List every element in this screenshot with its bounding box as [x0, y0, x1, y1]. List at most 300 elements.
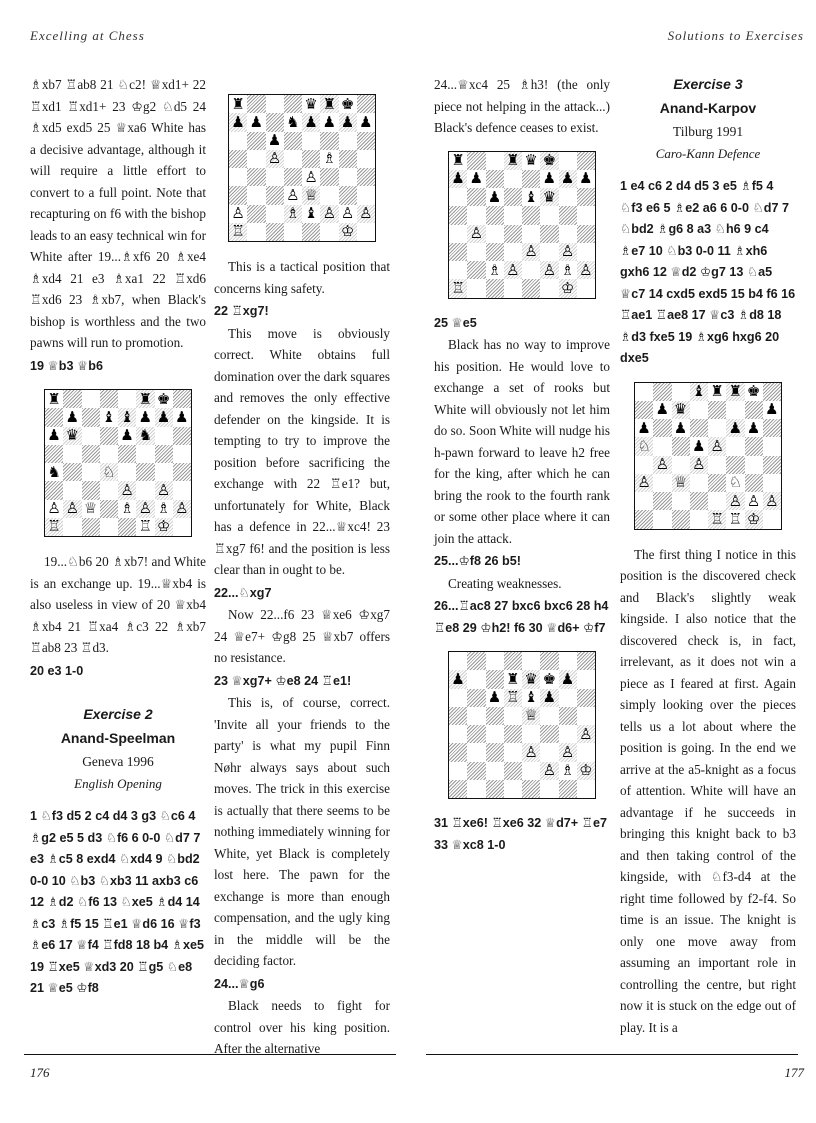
board-square	[763, 456, 781, 474]
board-square	[763, 419, 781, 437]
board-square	[653, 383, 671, 401]
board-square	[63, 390, 81, 408]
paragraph: This is a tactical position that concerns king safety.	[214, 259, 390, 296]
board-square	[763, 474, 781, 492]
board-square	[247, 223, 265, 241]
board-square	[467, 670, 485, 688]
paragraph: Creating weaknesses.	[448, 575, 562, 591]
board-square	[82, 518, 100, 536]
move-line: 20 e3 1-0	[30, 663, 84, 678]
white-knight-icon: ♘	[100, 463, 118, 481]
board-square	[320, 113, 338, 131]
board-square	[504, 780, 522, 798]
board-square	[486, 206, 504, 224]
black-pawn-icon: ♟	[267, 131, 282, 150]
black-pawn-icon: ♟	[120, 426, 134, 445]
board-square	[559, 652, 577, 670]
board-square	[45, 390, 63, 408]
board-square	[577, 243, 595, 261]
board-square	[690, 510, 708, 528]
page-number: 176	[30, 1065, 50, 1080]
board-square	[504, 188, 522, 206]
move-line: 25...♔f8 26 b5!	[434, 554, 521, 568]
white-knight-icon: ♘	[728, 473, 743, 492]
board-square	[672, 437, 690, 455]
board-square	[504, 243, 522, 261]
board-square	[302, 95, 320, 113]
board-square	[745, 437, 763, 455]
board-square	[118, 445, 136, 463]
board-square	[504, 206, 522, 224]
white-pawn-icon: ♙	[286, 185, 300, 204]
board-square	[45, 500, 63, 518]
board-square	[522, 243, 540, 261]
board-square	[118, 390, 136, 408]
board-square	[266, 223, 284, 241]
paragraph: 24...♕xc4 25 ♗h3! (the only piece not helping in the attack...) Black's defence ceases to exist.	[434, 77, 610, 135]
board-square	[745, 510, 763, 528]
board-square	[577, 762, 595, 780]
board-square	[726, 510, 744, 528]
board-square	[559, 689, 577, 707]
board-square	[467, 279, 485, 297]
board-square	[449, 188, 467, 206]
move-line: 22 ♖xg7!	[214, 304, 269, 318]
paragraph: This move is obviously correct. White obtains full domination over the dark squares and removes the only effective defender on the kingside. It is tempting to try to improve the position before sacrificing the exchange with 22 ♖e1? but, unfortunately for White, Black has a defence in 22...♕xc4! 23 ♖xg7 f6! and the position is less clear than in ought to be.	[214, 325, 390, 577]
black-pawn-icon: ♟	[487, 688, 502, 707]
board-square	[449, 707, 467, 725]
black-knight-icon: ♞	[136, 427, 154, 445]
black-pawn-icon: ♟	[655, 400, 670, 419]
board-square	[320, 95, 338, 113]
white-rook-icon: ♖	[449, 279, 467, 297]
black-rook-icon: ♜	[710, 382, 724, 401]
black-rook-icon: ♜	[136, 390, 154, 408]
board-square	[247, 132, 265, 150]
board-square	[690, 474, 708, 492]
board-square	[708, 437, 726, 455]
board-square	[173, 481, 191, 499]
exercise-event: Tilburg 1991	[672, 124, 744, 139]
board-square	[155, 463, 173, 481]
white-pawn-icon: ♙	[653, 456, 671, 474]
black-pawn-icon: ♟	[469, 169, 484, 188]
white-bishop-icon: ♗	[560, 761, 575, 780]
board-square	[559, 170, 577, 188]
black-knight-icon: ♞	[286, 112, 300, 131]
board-square	[522, 152, 540, 170]
black-knight-icon: ♞	[47, 462, 61, 481]
white-pawn-icon: ♙	[690, 456, 708, 474]
board-square	[155, 481, 173, 499]
white-knight-icon: ♘	[635, 437, 653, 455]
board-square	[155, 408, 173, 426]
white-pawn-icon: ♙	[522, 743, 540, 761]
game-moves: 1 e4 c6 2 d4 d5 3 e5 ♗f5 4 ♘f3 e6 5 ♗e2 a6 6 0-0 ♘d7 7 ♘bd2 ♗g6 8 a3 ♘h6 9 c4 ♗e7 10 ♘b3 0-0 11 ♗xh6 gxh6 12 ♕d2 ♔g7 13 ♘a5 ♕c7 14 cxd5 exd5 15 b4 f6 16 ♖ae1 ♖ae8 17 ♕c3 ♗d8 18 ♗d3 fxe5 19 ♗xg6 hxg6 20 dxe5	[620, 179, 796, 365]
board-square	[173, 463, 191, 481]
black-king-icon: ♚	[540, 152, 558, 170]
black-bishop-icon: ♝	[524, 688, 538, 707]
board-square	[339, 150, 357, 168]
white-king-icon: ♔	[339, 223, 357, 241]
white-rook-icon: ♖	[708, 510, 726, 528]
board-square	[559, 743, 577, 761]
black-pawn-icon: ♟	[559, 670, 577, 688]
black-rook-icon: ♜	[506, 669, 520, 688]
board-square	[504, 225, 522, 243]
white-king-icon: ♔	[577, 762, 595, 780]
board-square	[467, 170, 485, 188]
board-square	[635, 456, 653, 474]
board-square	[173, 390, 191, 408]
board-square	[708, 383, 726, 401]
board-square	[449, 225, 467, 243]
board-square	[522, 689, 540, 707]
board-square	[540, 243, 558, 261]
board-square	[577, 152, 595, 170]
board-square	[100, 481, 118, 499]
black-pawn-icon: ♟	[359, 112, 373, 131]
black-pawn-icon: ♟	[765, 400, 779, 419]
board-square	[504, 707, 522, 725]
board-square	[467, 652, 485, 670]
board-square	[504, 743, 522, 761]
board-square	[467, 725, 485, 743]
board-square	[136, 427, 154, 445]
white-pawn-icon: ♙	[357, 205, 375, 223]
board-square	[504, 261, 522, 279]
black-pawn-icon: ♟	[322, 112, 337, 131]
board-square	[357, 150, 375, 168]
board-square	[467, 762, 485, 780]
black-pawn-icon: ♟	[542, 169, 557, 188]
board-square	[690, 456, 708, 474]
board-square	[690, 492, 708, 510]
board-square	[357, 205, 375, 223]
paragraph: Black has no way to improve his position. He would love to exchange a set of rooks but White will obviously not let him do so. Soon White will nudge his h-pawn forward to leave h2 free for the king, after which he can bring the rook to the fourth rank or some other place where it can join the attack.	[434, 337, 610, 546]
board-square	[540, 725, 558, 743]
white-pawn-icon: ♙	[47, 499, 61, 518]
exercise-title: Exercise 3	[673, 76, 743, 92]
black-pawn-icon: ♟	[559, 170, 577, 188]
board-square	[763, 510, 781, 528]
black-king-icon: ♚	[156, 389, 171, 408]
white-pawn-icon: ♙	[559, 743, 577, 761]
black-pawn-icon: ♟	[540, 689, 558, 707]
board-square	[745, 383, 763, 401]
board-square	[559, 725, 577, 743]
white-rook-icon: ♖	[229, 223, 247, 241]
left-column-1	[30, 74, 206, 1000]
board-square	[726, 383, 744, 401]
footer-rule	[426, 1054, 798, 1055]
board-square	[522, 225, 540, 243]
board-square	[653, 437, 671, 455]
board-square	[745, 456, 763, 474]
board-square	[449, 206, 467, 224]
black-pawn-icon: ♟	[65, 407, 80, 426]
black-rook-icon: ♜	[320, 95, 338, 113]
white-pawn-icon: ♙	[173, 500, 191, 518]
board-square	[708, 456, 726, 474]
black-pawn-icon: ♟	[175, 407, 189, 426]
board-square	[449, 689, 467, 707]
white-bishop-icon: ♗	[487, 260, 502, 279]
board-square	[266, 205, 284, 223]
chess-diagram	[44, 389, 192, 537]
white-pawn-icon: ♙	[118, 481, 136, 499]
black-pawn-icon: ♟	[746, 418, 761, 437]
board-square	[708, 401, 726, 419]
white-pawn-icon: ♙	[504, 261, 522, 279]
board-square	[45, 463, 63, 481]
black-pawn-icon: ♟	[673, 418, 688, 437]
board-square	[486, 707, 504, 725]
board-square	[320, 150, 338, 168]
black-queen-icon: ♛	[540, 188, 558, 206]
board-square	[284, 132, 302, 150]
black-queen-icon: ♛	[63, 427, 81, 445]
left-page	[0, 0, 396, 1123]
board-square	[247, 95, 265, 113]
white-pawn-icon: ♙	[522, 243, 540, 261]
board-square	[522, 670, 540, 688]
black-rook-icon: ♜	[726, 383, 744, 401]
paragraph: The first thing I notice in this position is the discovered check and Black's slightly weak kingside. I also notice that the discovered check is, in fact, irrelevant, as it does not win a piece as I feared at first. Again simply looking over the pieces tells us a lot about where the position is going. In the end we arrive at the a5-knight as a focus of attention. White will have an advantage if he succeeds in bringing this knight back to b3 and then taking control of the kingside, with ♘f3-d4 at the right time followed by f2-f4. So time is an issue. The knight is only one move away from assuming an important role in controlling the centre, but right now it is stuck on the edge out of play. It is a	[620, 546, 796, 1035]
board-square	[82, 390, 100, 408]
board-square	[173, 427, 191, 445]
board-square	[763, 437, 781, 455]
white-pawn-icon: ♙	[559, 243, 577, 261]
black-pawn-icon: ♟	[302, 113, 320, 131]
move-line: 31 ♖xe6! ♖xe6 32 ♕d7+ ♖e7 33 ♕xc8 1-0	[434, 816, 607, 852]
board-square	[339, 113, 357, 131]
white-rook-icon: ♖	[504, 689, 522, 707]
exercise-opening: English Opening	[74, 775, 162, 791]
chess-diagram	[634, 382, 782, 530]
white-pawn-icon: ♙	[340, 204, 355, 223]
board-square	[577, 652, 595, 670]
game-moves: 1 ♘f3 d5 2 c4 d4 3 g3 ♘c6 4 ♗g2 e5 5 d3 ♘f6 6 0-0 ♘d7 7 e3 ♗c5 8 exd4 ♘xd4 9 ♘bd2 0-0 10 ♘b3 ♘xb3 11 axb3 c6 12 ♗d2 ♘f6 13 ♘xe5 ♗d4 14 ♗c3 ♗f5 15 ♖e1 ♕d6 16 ♕f3 ♗e6 17 ♕f4 ♖fd8 18 b4 ♗xe5 19 ♖xe5 ♕xd3 20 ♖g5 ♘e8 21 ♕e5 ♔f8	[30, 809, 204, 995]
board-square	[173, 500, 191, 518]
board-square	[357, 186, 375, 204]
board-square	[486, 188, 504, 206]
board-square	[136, 463, 154, 481]
white-pawn-icon: ♙	[467, 225, 485, 243]
paragraph: This is, of course, correct. 'Invite all your friends to the party' is what my pupil Finn Nøhr always says about such moves. The trick in this exercise is actually that there seems to be nothing immediately winning for White, yet Black is completely lost here. The pawn for the exchange is more than enough compensation, and the ugly king in the middle will be the deciding factor.	[214, 695, 390, 968]
board-square	[449, 780, 467, 798]
exercise-players: Anand-Karpov	[659, 99, 757, 116]
white-pawn-icon: ♙	[746, 491, 761, 510]
board-square	[63, 427, 81, 445]
board-square	[467, 743, 485, 761]
board-square	[672, 474, 690, 492]
board-square	[522, 170, 540, 188]
board-square	[559, 279, 577, 297]
board-square	[118, 427, 136, 445]
board-square	[284, 113, 302, 131]
board-square	[763, 401, 781, 419]
white-queen-icon: ♕	[83, 499, 98, 518]
board-square	[449, 762, 467, 780]
board-square	[635, 419, 653, 437]
board-square	[339, 95, 357, 113]
right-page	[420, 0, 816, 1123]
board-square	[247, 150, 265, 168]
white-king-icon: ♔	[559, 279, 577, 297]
black-rook-icon: ♜	[451, 151, 465, 170]
board-square	[266, 132, 284, 150]
board-square	[449, 152, 467, 170]
board-square	[745, 474, 763, 492]
board-square	[320, 186, 338, 204]
board-square	[100, 427, 118, 445]
black-pawn-icon: ♟	[487, 187, 502, 206]
board-square	[63, 481, 81, 499]
board-square	[504, 762, 522, 780]
move-line: 22...♘xg7	[214, 585, 272, 600]
board-square	[173, 518, 191, 536]
board-square	[540, 188, 558, 206]
board-square	[45, 408, 63, 426]
board-square	[540, 707, 558, 725]
board-square	[45, 445, 63, 463]
black-pawn-icon: ♟	[449, 670, 467, 688]
board-square	[708, 510, 726, 528]
black-pawn-icon: ♟	[47, 426, 61, 445]
running-head: Excelling at Chess	[30, 28, 145, 43]
black-pawn-icon: ♟	[339, 113, 357, 131]
board-square	[559, 670, 577, 688]
board-square	[467, 206, 485, 224]
board-square	[357, 95, 375, 113]
board-square	[100, 463, 118, 481]
black-pawn-icon: ♟	[637, 418, 651, 437]
board-square	[745, 401, 763, 419]
board-square	[63, 500, 81, 518]
board-square	[229, 150, 247, 168]
board-square	[136, 408, 154, 426]
chess-diagram	[448, 651, 596, 799]
board-square	[522, 707, 540, 725]
board-square	[522, 725, 540, 743]
board-square	[522, 652, 540, 670]
black-king-icon: ♚	[340, 94, 355, 113]
board-square	[100, 390, 118, 408]
board-square	[467, 261, 485, 279]
black-pawn-icon: ♟	[449, 170, 467, 188]
board-square	[672, 401, 690, 419]
board-square	[635, 510, 653, 528]
board-square	[320, 168, 338, 186]
board-square	[247, 113, 265, 131]
board-square	[118, 500, 136, 518]
board-square	[63, 445, 81, 463]
board-square	[577, 689, 595, 707]
white-rook-icon: ♖	[45, 518, 63, 536]
board-square	[266, 186, 284, 204]
move-line: 25 ♕e5	[434, 315, 477, 330]
board-square	[522, 206, 540, 224]
board-square	[229, 168, 247, 186]
board-square	[522, 743, 540, 761]
board-square	[173, 445, 191, 463]
board-square	[726, 492, 744, 510]
board-square	[486, 743, 504, 761]
board-square	[284, 95, 302, 113]
board-square	[577, 225, 595, 243]
board-square	[100, 445, 118, 463]
board-square	[577, 261, 595, 279]
footer-rule	[24, 1054, 396, 1055]
board-square	[763, 492, 781, 510]
board-square	[155, 500, 173, 518]
board-square	[82, 427, 100, 445]
white-queen-icon: ♕	[672, 474, 690, 492]
board-square	[284, 205, 302, 223]
board-square	[229, 132, 247, 150]
board-square	[136, 481, 154, 499]
board-square	[100, 408, 118, 426]
white-bishop-icon: ♗	[560, 260, 575, 279]
board-square	[63, 518, 81, 536]
board-square	[320, 205, 338, 223]
white-king-icon: ♔	[155, 518, 173, 536]
board-square	[540, 652, 558, 670]
white-pawn-icon: ♙	[136, 500, 154, 518]
board-square	[63, 408, 81, 426]
white-pawn-icon: ♙	[708, 437, 726, 455]
black-pawn-icon: ♟	[229, 113, 247, 131]
board-square	[229, 186, 247, 204]
black-pawn-icon: ♟	[138, 407, 153, 426]
board-square	[467, 243, 485, 261]
board-square	[726, 401, 744, 419]
board-square	[559, 152, 577, 170]
board-square	[540, 261, 558, 279]
black-bishop-icon: ♝	[524, 187, 538, 206]
board-square	[284, 186, 302, 204]
exercise-players: Anand-Speelman	[60, 729, 176, 746]
board-square	[449, 743, 467, 761]
white-rook-icon: ♖	[728, 509, 743, 528]
board-square	[247, 186, 265, 204]
board-square	[635, 401, 653, 419]
left-column-2	[214, 74, 390, 1062]
board-square	[486, 652, 504, 670]
move-line: 19 ♕b3 ♕b6	[30, 358, 103, 373]
board-square	[82, 481, 100, 499]
board-square	[136, 445, 154, 463]
board-square	[100, 500, 118, 518]
black-pawn-icon: ♟	[249, 112, 264, 131]
board-square	[504, 689, 522, 707]
board-square	[559, 762, 577, 780]
board-square	[672, 492, 690, 510]
board-square	[577, 188, 595, 206]
paragraph: Now 22...f6 23 ♕xe6 ♔xg7 24 ♕e7+ ♔g8 25 ♕xb7 offers no resistance.	[214, 607, 390, 665]
board-square	[504, 725, 522, 743]
black-bishop-icon: ♝	[118, 408, 136, 426]
board-square	[247, 205, 265, 223]
move-line: 24...♕g6	[214, 976, 265, 991]
board-square	[559, 780, 577, 798]
chess-diagram	[448, 151, 596, 299]
board-square	[486, 152, 504, 170]
board-square	[635, 437, 653, 455]
board-square	[504, 152, 522, 170]
board-square	[690, 437, 708, 455]
